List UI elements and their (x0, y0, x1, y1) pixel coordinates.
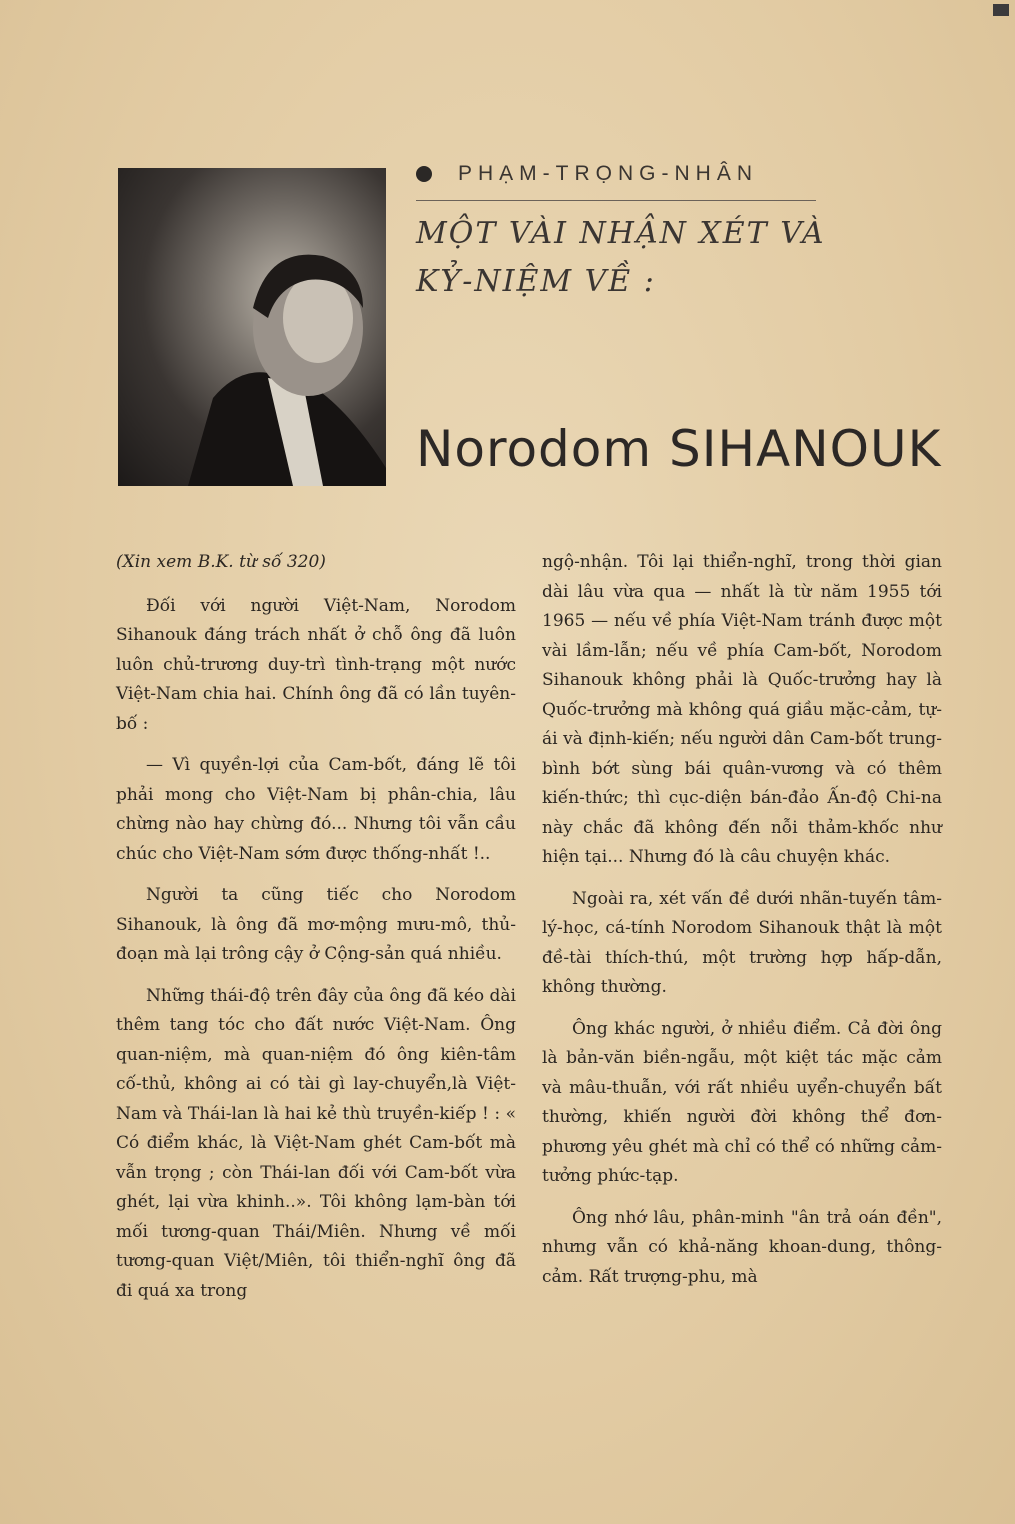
portrait-figure (118, 168, 386, 486)
paragraph: Ông nhớ lâu, phân-minh "ân trả oán đền", nhưng vẫn có khả-năng khoan-dung, thông-cảm. Rất trượng-phu, mà (542, 1207, 942, 1287)
portrait-photo (118, 168, 386, 486)
series-reference: (Xin xem B.K. từ số 320) (116, 552, 326, 572)
subtitle-line-1: MỘT VÀI NHẬN XÉT VÀ (416, 216, 826, 251)
corner-mark (993, 4, 1009, 16)
article-title: Norodom SIHANOUK (416, 420, 942, 478)
left-column (116, 548, 516, 1318)
paragraph: Ngoài ra, xét vấn đề dưới nhãn-tuyến tâm-lý-học, cá-tính Norodom Sihanouk thật là một đề-tài thích-thú, một trường hợp hấp-dẫn, không thường. (542, 888, 942, 997)
paragraph: Những thái-độ trên đây của ông đã kéo dài thêm tang tóc cho đất nước Việt-Nam. Ông quan-niệm, mà quan-niệm đó ông kiên-tâm cố-thủ, không ai có tài gì lay-chuyển,là Việt-Nam và Thái-lan là hai kẻ thù truyền-kiếp ! : « Có điểm khác, là Việt-Nam ghét Cam-bốt mà vẫn trọng ; còn Thái-lan đối với Cam-bốt vừa ghét, lại vừa khinh..». Tôi không lạm-bàn tới mối tương-quan Thái/Miên. Nhưng về mối tương-quan Việt/Miên, tôi thiển-nghĩ ông đã đi quá xa trong (116, 985, 516, 1301)
header-rule (416, 200, 816, 201)
paragraph: — Vì quyền-lợi của Cam-bốt, đáng lẽ tôi phải mong cho Việt-Nam bị phân-chia, lâu chừng nào hay chừng đó... Nhưng tôi vẫn cầu chúc cho Việt-Nam sớm được thống-nhất !.. (116, 755, 516, 864)
subtitle-line-2: KỶ-NIỆM VỀ : (416, 264, 656, 299)
author-name: PHẠM-TRỌNG-NHÂN (458, 162, 758, 185)
paragraph: Người ta cũng tiếc cho Norodom Sihanouk, là ông đã mơ-mộng mưu-mô, thủ-đoạn mà lại trông cậy ở Cộng-sản quá nhiều. (116, 885, 516, 964)
right-column (542, 548, 942, 1304)
bullet-icon (416, 166, 432, 182)
paragraph: Đối với người Việt-Nam, Norodom Sihanouk đáng trách nhất ở chỗ ông đã luôn luôn chủ-trương duy-trì tình-trạng một nước Việt-Nam chia hai. Chính ông đã có lần tuyên-bố : (116, 595, 516, 734)
author-line (416, 158, 976, 190)
paragraph: Ông khác người, ở nhiều điểm. Cả đời ông là bản-văn biền-ngẫu, một kiệt tác mặc cảm và mâu-thuẫn, với rất nhiều uyển-chuyển bất thường, khiến người đời không thể đơn-phương yêu ghét mà chỉ có thể có những cảm-tưởng phức-tạp. (542, 1018, 942, 1186)
paragraph: ngộ-nhận. Tôi lại thiển-nghĩ, trong thời gian dài lâu vừa qua — nhất là từ năm 1955 tới 1965 — nếu về phía Việt-Nam tránh được một vài lầm-lẫn; nếu về phía Cam-bốt, Norodom Sihanouk không phải là Quốc-trưởng hay là Quốc-trưởng mà không quá giầu mặc-cảm, tự-ái và định-kiến; nếu người dân Cam-bốt trung-bình bớt sùng bái quân-vương và có thêm kiến-thức; thì cục-diện bán-đảo Ấn-độ Chi-na này chắc đã không đến nỗi thảm-khốc như hiện tại... Nhưng đó là câu chuyện khác. (542, 552, 942, 867)
article-subtitle (416, 210, 826, 306)
article-header (416, 158, 976, 299)
